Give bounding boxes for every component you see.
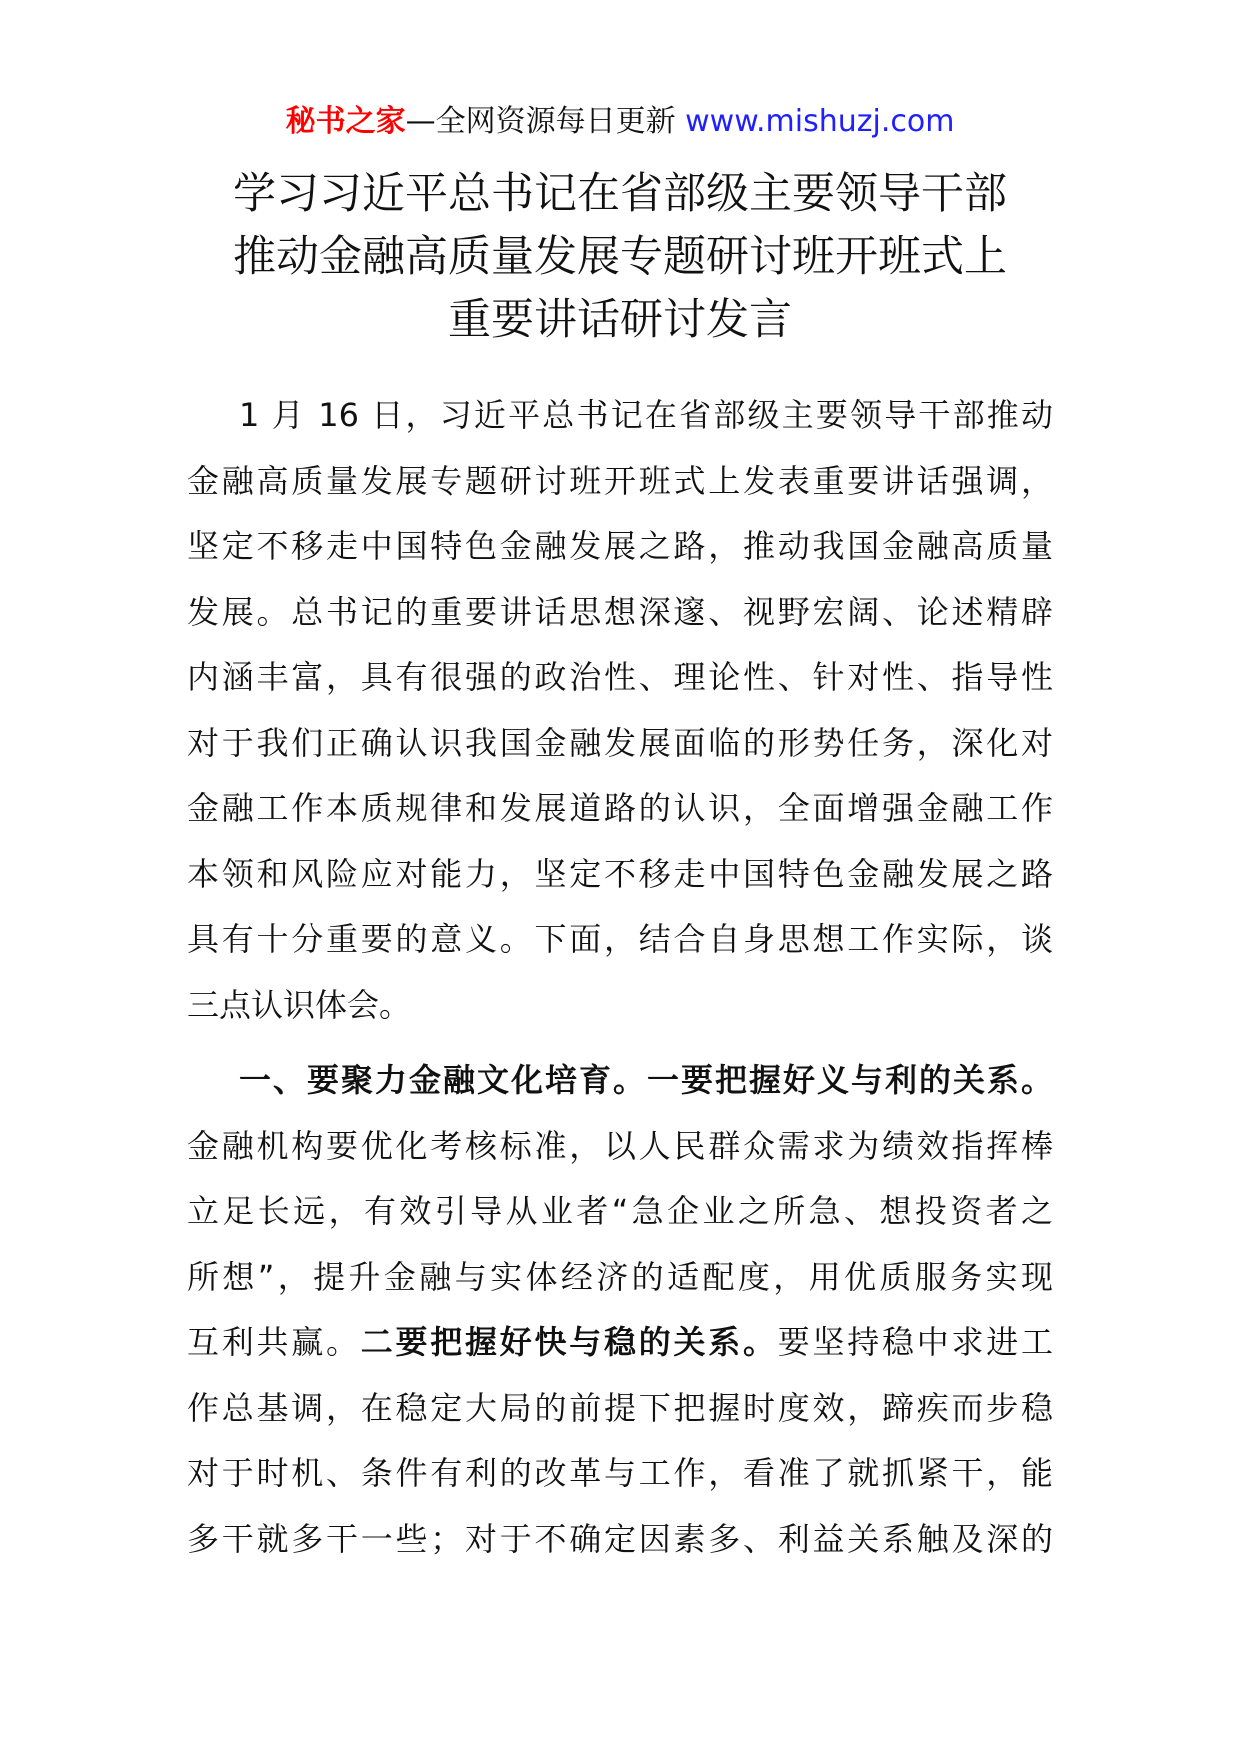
text-line: 三点认识体会。 [187, 985, 412, 1024]
sub-heading: 二要把握好快与稳的关系。 [360, 1323, 778, 1361]
text-line: 金融机构要优化考核标准，以人民群众需求为绩效指挥棒 [187, 1126, 1053, 1165]
text-line: 具有十分重要的意义。下面，结合自身思想工作实际，谈 [187, 920, 1053, 958]
site-header [0, 100, 1240, 144]
text-line: 金融工作本质规律和发展道路的认识，全面增强金融工作 [187, 789, 1053, 827]
text-line: 1 月 16 日，习近平总书记在省部级主要领导干部推动 [239, 396, 1053, 434]
text-run: 要坚持稳中求进工 [777, 1323, 1053, 1361]
paragraph-intro [187, 383, 1053, 1038]
text-line: 本领和风险应对能力，坚定不移走中国特色金融发展之路 [187, 854, 1053, 893]
section-heading: 一、要聚力金融文化培育。一要把握好义与利的关系。 [239, 1061, 1053, 1099]
title-line: 重要讲话研讨发言 [448, 295, 792, 345]
site-tagline: —全网资源每日更新 [405, 104, 676, 139]
text-line: 对于我们正确认识我国金融发展面临的形势任务，深化对 [187, 723, 1053, 762]
paragraph-section-one [187, 1048, 1053, 1572]
text-line: 内涵丰富，具有很强的政治性、理论性、针对性、指导性 [187, 658, 1053, 696]
title-line: 推动金融高质量发展专题研讨班开班式上 [233, 232, 1007, 282]
text-line: 作总基调，在稳定大局的前提下把握时度效，蹄疾而步稳 [187, 1388, 1053, 1427]
text-line: 坚定不移走中国特色金融发展之路，推动我国金融高质量 [187, 527, 1053, 565]
site-brand: 秘书之家 [285, 104, 406, 139]
text-line: 对于时机、条件有利的改革与工作，看准了就抓紧干，能 [187, 1454, 1053, 1492]
text-line-mixed [187, 1310, 1053, 1376]
text-line: 立足长远，有效引导从业者“急企业之所急、想投资者之 [187, 1192, 1053, 1230]
site-url-link[interactable]: www.mishuzj.com [685, 104, 955, 139]
text-line: 所想”，提升金融与实体经济的适配度，用优质服务实现 [187, 1257, 1053, 1296]
text-run: 互利共赢。 [187, 1323, 361, 1361]
document-body [187, 383, 1053, 1572]
text-line: 金融高质量发展专题研讨班开班式上发表重要讲话强调， [187, 461, 1053, 500]
document-title [120, 163, 1120, 352]
title-line: 学习习近平总书记在省部级主要领导干部 [233, 169, 1007, 219]
text-line: 多干就多干一些；对于不确定因素多、利益关系触及深的 [187, 1519, 1053, 1558]
text-line: 发展。总书记的重要讲话思想深邃、视野宏阔、论述精辟 [187, 592, 1053, 631]
